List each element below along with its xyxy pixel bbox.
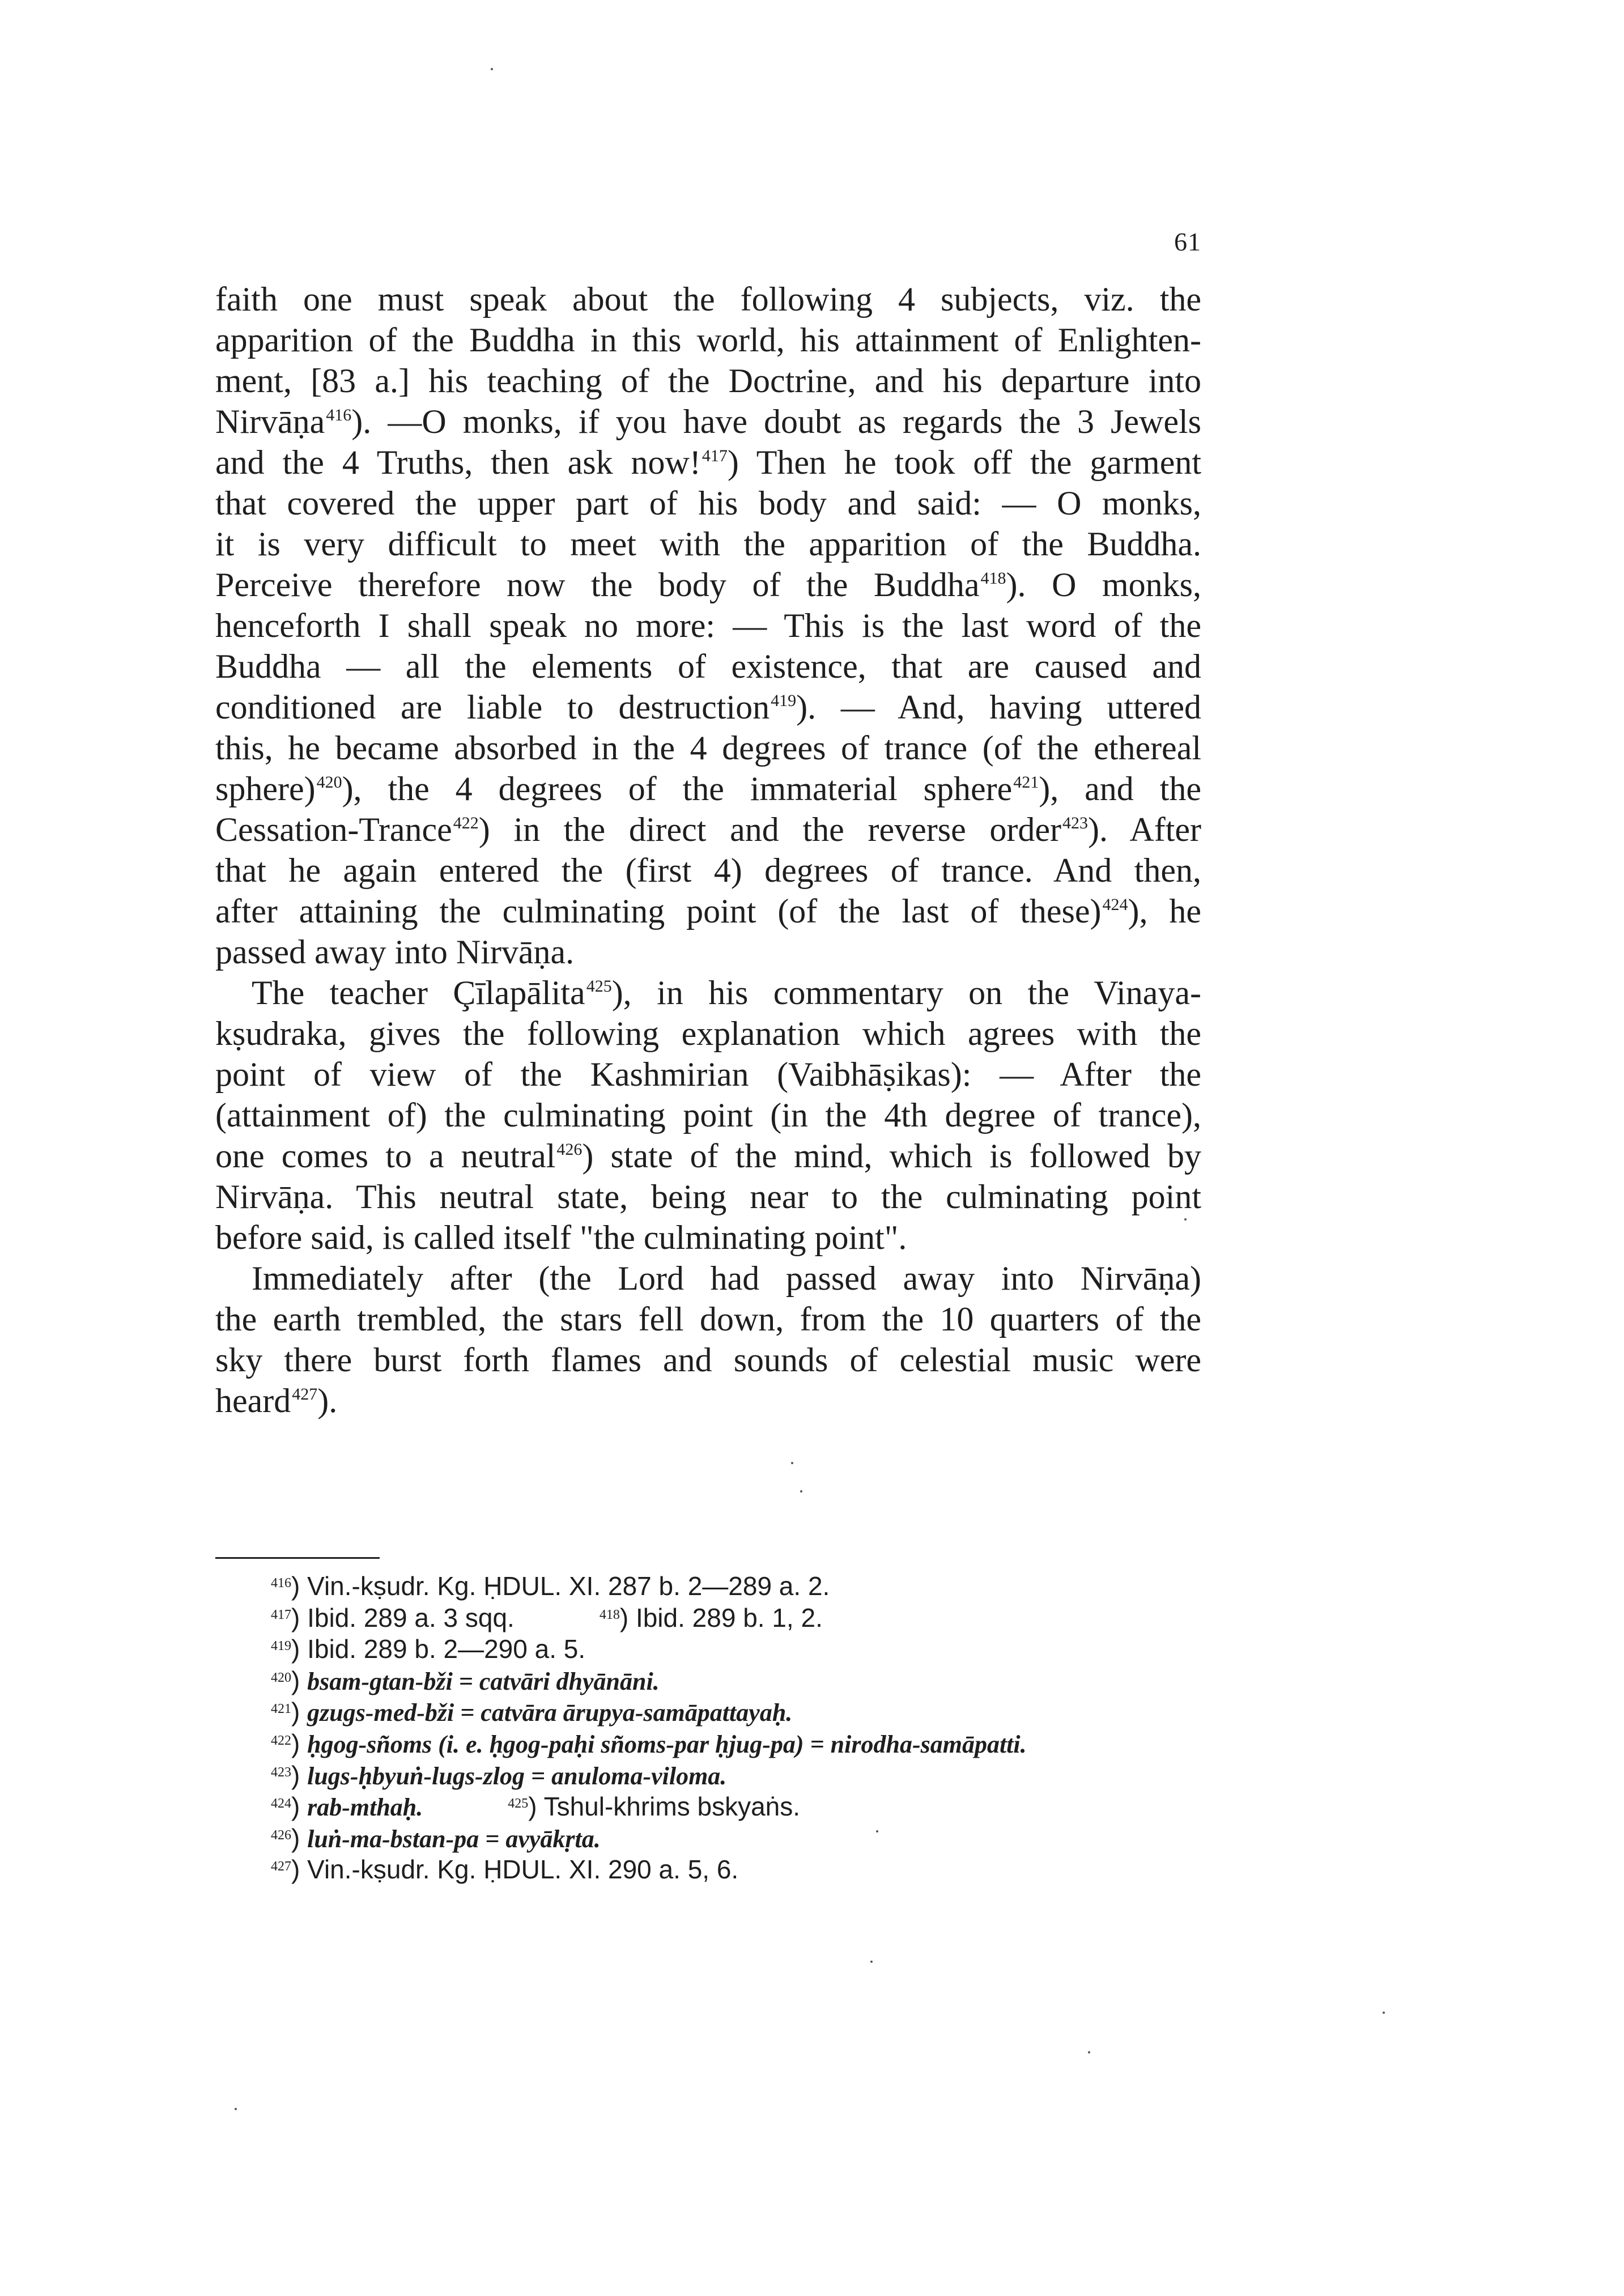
- footnote-number: 421: [271, 1702, 291, 1717]
- text-segment: after attaining the culminating point (of the last of these): [215, 892, 1102, 930]
- text-segment: Buddha — all the elements of existence, that are caused and: [215, 648, 1201, 685]
- footnotes: [271, 1571, 1200, 1886]
- text-segment: ).: [317, 1382, 338, 1419]
- text-line: [215, 1380, 1201, 1421]
- footnote-number: 426: [271, 1827, 291, 1843]
- text-segment: heard: [215, 1382, 291, 1419]
- text-segment: sky there burst forth flames and sounds of celestial music were: [215, 1341, 1201, 1379]
- text-segment: ). O monks,: [1006, 566, 1201, 603]
- footnote: $^{416}$) Vin.-kṣudr. Kg. ḤDUL. XI. 287 b. 2—289 a. 2.: [271, 1571, 830, 1601]
- footnote-text: luṅ-ma-bstan-pa = avyākṛta.: [307, 1825, 601, 1853]
- scan-speck: [491, 68, 493, 70]
- scan-speck: [800, 1490, 802, 1493]
- text-segment: Cessation-Trance: [215, 811, 452, 848]
- text-line: [215, 1095, 1201, 1136]
- scan-speck: [791, 1462, 793, 1464]
- text-segment: ). After: [1088, 811, 1201, 848]
- text-segment: ) state of the mind, which is followed by: [582, 1137, 1202, 1175]
- footnote-text: Ibid. 289 b. 2—290 a. 5.: [307, 1634, 586, 1664]
- text-segment: sphere): [215, 770, 316, 807]
- text-line: [215, 1258, 1201, 1299]
- text-segment: ) Then he took off the garment: [727, 444, 1201, 481]
- text-line: [215, 1176, 1201, 1217]
- footnote-divider: [215, 1557, 380, 1559]
- footnote: $^{422}$) ḥgog-sñoms (i. e. ḥgog-paḥi sñoms-par ḥjug-pa) = nirodha-samāpatti.: [271, 1728, 1027, 1758]
- footnote-text: Ibid. 289 a. 3 sqq.: [307, 1602, 515, 1632]
- footnote-ref: 418: [980, 569, 1006, 588]
- text-segment: before said, is called itself "the culminating point".: [215, 1219, 907, 1256]
- text-segment: that he again entered the (first 4) degrees of trance. And then,: [215, 852, 1201, 889]
- text-segment: one comes to a neutral: [215, 1137, 556, 1175]
- text-line: [215, 972, 1201, 1013]
- text-line: [215, 1013, 1201, 1054]
- scan-speck: [1184, 1218, 1187, 1221]
- text-line: [215, 524, 1201, 564]
- text-segment: ), and the: [1039, 770, 1201, 807]
- text-line: [215, 1299, 1201, 1340]
- text-line: [215, 1340, 1201, 1380]
- text-line: [215, 1217, 1201, 1258]
- footnote-text: Vin.-kṣudr. Kg. ḤDUL. XI. 290 a. 5, 6.: [307, 1855, 739, 1885]
- footnote-ref: 424: [1102, 895, 1128, 914]
- text-line: [215, 442, 1201, 483]
- footnote-number: 423: [271, 1764, 291, 1780]
- footnote-number: 416: [271, 1576, 291, 1591]
- text-line: [215, 687, 1201, 728]
- footnote: $^{419}$) Ibid. 289 b. 2—290 a. 5.: [271, 1634, 586, 1664]
- footnote-ref: 427: [292, 1385, 318, 1404]
- footnote-ref: 419: [771, 691, 797, 710]
- footnote-number: 420: [271, 1670, 291, 1685]
- text-segment: it is very difficult to meet with the apparition of the Buddha.: [215, 525, 1201, 563]
- text-segment: The teacher Çīlapālita: [252, 974, 585, 1011]
- footnote-ref: 417: [702, 447, 728, 465]
- footnote-ref: 416: [326, 406, 352, 424]
- text-line: [215, 850, 1201, 891]
- footnote: $^{427}$) Vin.-kṣudr. Kg. ḤDUL. XI. 290 a. 5, 6.: [271, 1855, 739, 1885]
- text-line: [215, 320, 1201, 360]
- text-line: [215, 768, 1201, 809]
- text-line: [215, 809, 1201, 850]
- footnote: $^{417}$) Ibid. 289 a. 3 sqq. $^{418}$) Ibid. 289 b. 1, 2.: [271, 1602, 823, 1632]
- text-segment: Perceive therefore now the body of the Buddha: [215, 566, 980, 603]
- footnote: $^{420}$) bsam-gtan-bži = catvāri dhyānāni.: [271, 1665, 660, 1695]
- text-segment: ment, [83 a.] his teaching of the Doctrine, and his departure into: [215, 362, 1201, 399]
- footnote-text: rab-mthaḥ.: [307, 1793, 423, 1822]
- scan-speck: [876, 1830, 878, 1832]
- footnote: $^{424}$) rab-mthaḥ. $^{425}$) Tshul-khrims bskyaṅs.: [271, 1792, 801, 1822]
- text-segment: (attainment of) the culminating point (in the 4th degree of trance),: [215, 1096, 1201, 1134]
- text-segment: faith one must speak about the following 4 subjects, viz. the: [215, 280, 1201, 318]
- text-segment: Immediately after (the Lord had passed away into Nirvāṇa): [252, 1260, 1201, 1297]
- text-segment: passed away into Nirvāṇa.: [215, 933, 575, 971]
- footnote-number: 422: [271, 1733, 291, 1748]
- text-line: [215, 360, 1201, 401]
- text-segment: and the 4 Truths, then ask now!: [215, 444, 701, 481]
- footnote-text: Tshul-khrims bskyaṅs.: [543, 1792, 801, 1822]
- scan-speck: [1383, 2012, 1385, 2014]
- footnote-number: 424: [271, 1796, 291, 1812]
- footnote: $^{423}$) lugs-ḥbyuṅ-lugs-zlog = anuloma-viloma.: [271, 1760, 727, 1790]
- text-segment: ). —O monks, if you have doubt as regards the 3 Jewels: [351, 403, 1201, 440]
- text-segment: ), he: [1128, 892, 1201, 930]
- footnote-number: 419: [271, 1639, 291, 1654]
- text-line: [215, 564, 1201, 605]
- footnote-ref: 425: [586, 977, 612, 996]
- page-number: 61: [1174, 227, 1201, 256]
- text-segment: Nirvāṇa. This neutral state, being near to the culminating point: [215, 1178, 1201, 1215]
- text-segment: ), in his commentary on the Vinaya-: [611, 974, 1201, 1011]
- footnote-text: gzugs-med-bži = catvāra ārupya-samāpattayaḥ.: [307, 1699, 793, 1727]
- footnote-text: ḥgog-sñoms (i. e. ḥgog-paḥi sñoms-par ḥjug-pa) = nirodha-samāpatti.: [307, 1730, 1027, 1758]
- body-text: [215, 279, 1201, 1421]
- footnote-text: lugs-ḥbyuṅ-lugs-zlog = anuloma-viloma.: [307, 1762, 727, 1790]
- footnote: $^{426}$) luṅ-ma-bstan-pa = avyākṛta.: [271, 1823, 601, 1853]
- text-segment: the earth trembled, the stars fell down, from the 10 quarters of the: [215, 1300, 1201, 1338]
- scan-speck: [235, 2108, 237, 2110]
- footnote-ref: 422: [453, 814, 479, 832]
- footnote-number: 425: [508, 1796, 529, 1812]
- text-segment: kṣudraka, gives the following explanation which agrees with the: [215, 1015, 1201, 1052]
- text-line: [215, 279, 1201, 320]
- scan-speck: [870, 1961, 873, 1963]
- scan-speck: [1088, 2051, 1090, 2053]
- text-segment: this, he became absorbed in the 4 degrees of trance (of the ethereal: [215, 729, 1201, 767]
- footnote-text: Vin.-kṣudr. Kg. ḤDUL. XI. 287 b. 2—289 a. 2.: [307, 1571, 830, 1601]
- text-line: [215, 483, 1201, 524]
- text-segment: ) in the direct and the reverse order: [478, 811, 1062, 848]
- text-segment: conditioned are liable to destruction: [215, 688, 770, 726]
- footnote-number: 417: [271, 1607, 291, 1622]
- text-segment: apparition of the Buddha in this world, his attainment of Enlighten-: [215, 321, 1201, 359]
- footnote-text: Ibid. 289 b. 1, 2.: [635, 1602, 823, 1632]
- text-segment: ), the 4 degrees of the immaterial sphere: [342, 770, 1013, 807]
- footnote-ref: 423: [1062, 814, 1089, 832]
- text-line: [215, 1054, 1201, 1095]
- text-segment: that covered the upper part of his body and said: — O monks,: [215, 484, 1201, 522]
- footnote: $^{421}$) gzugs-med-bži = catvāra ārupya-samāpattayaḥ.: [271, 1697, 793, 1727]
- text-line: [215, 728, 1201, 768]
- text-segment: henceforth I shall speak no more: — This is the last word of the: [215, 607, 1201, 644]
- footnote-ref: 420: [316, 773, 342, 792]
- text-line: [215, 646, 1201, 687]
- text-line: [215, 891, 1201, 932]
- footnote-number: 427: [271, 1859, 291, 1874]
- text-line: [215, 401, 1201, 442]
- footnote-number: 418: [599, 1607, 620, 1622]
- footnote-ref: 421: [1013, 773, 1039, 792]
- text-segment: point of view of the Kashmirian (Vaibhāṣikas): — After the: [215, 1056, 1201, 1093]
- text-line: [215, 605, 1201, 646]
- text-line: [215, 932, 1201, 972]
- footnote-text: bsam-gtan-bži = catvāri dhyānāni.: [307, 1667, 660, 1695]
- footnote-ref: 426: [556, 1140, 583, 1159]
- text-line: [215, 1136, 1201, 1176]
- text-segment: ). — And, having uttered: [796, 688, 1201, 726]
- text-segment: Nirvāṇa: [215, 403, 325, 440]
